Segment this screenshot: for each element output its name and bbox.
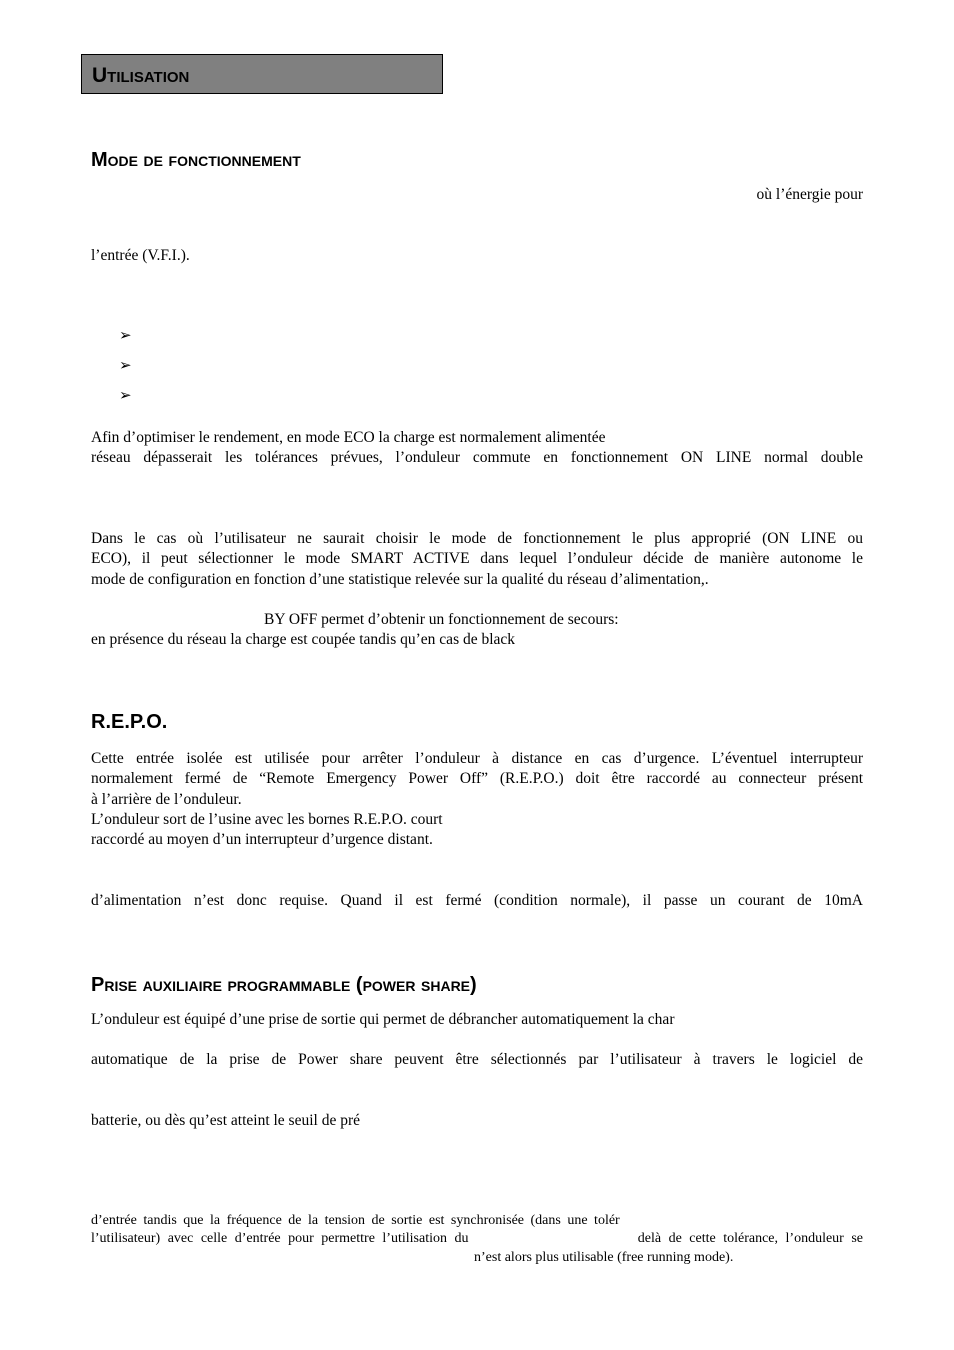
freq-line-3: n’est alors plus utilisable (free running mode). <box>474 1250 734 1265</box>
repo-line-3: à l’arrière de l’onduleur. <box>91 791 242 808</box>
bullet-arrow-icon: ➢ <box>119 356 132 374</box>
repo-line-5: raccordé au moyen d’un interrupteur d’urgence distant. <box>91 831 433 848</box>
repo-heading: R.E.P.O. <box>91 711 168 733</box>
power-share-heading: Prise auxiliaire programmable (power share) <box>91 974 477 996</box>
mode-heading: Mode de fonctionnement <box>91 149 301 171</box>
eco-line-2: réseau dépasserait les tolérances prévues, l’onduleur commute en fonctionnement ON LINE normal double <box>91 449 863 466</box>
mode-vfi-line: l’entrée (V.F.I.). <box>91 247 190 264</box>
standby-line-1: BY OFF permet d’obtenir un fonctionnement de secours: <box>264 611 619 628</box>
mode-line-right: où l’énergie pour <box>756 186 863 203</box>
freq-line-2b: delà de cette tolérance, l’onduleur se <box>637 1231 863 1246</box>
eco-line-1: Afin d’optimiser le rendement, en mode ECO la charge est normalement alimentée <box>91 429 606 446</box>
section-title: Utilisation <box>92 64 190 87</box>
freq-line-1: d’entrée tandis que la fréquence de la tension de sortie est synchronisée (dans une tolér <box>91 1213 620 1228</box>
smart-line-1: Dans le cas où l’utilisateur ne saurait choisir le mode de fonctionnement le plus approprié (ON LINE ou <box>91 530 863 547</box>
power-share-line-3: batterie, ou dès qu’est atteint le seuil de pré <box>91 1112 361 1129</box>
section-title-box <box>81 54 443 94</box>
repo-line-6: d’alimentation n’est donc requise. Quand il est fermé (condition normale), il passe un courant de 10mA <box>91 892 863 909</box>
smart-line-2: ECO), il peut sélectionner le mode SMART ACTIVE dans lequel l’onduleur décide de manière autonome le <box>91 550 863 567</box>
repo-line-2: normalement fermé de “Remote Emergency Power Off” (R.E.P.O.) doit être raccordé au connecteur présent <box>91 770 863 787</box>
bullet-arrow-icon: ➢ <box>119 326 132 344</box>
standby-line-2: en présence du réseau la charge est coupée tandis qu’en cas de black <box>91 631 516 648</box>
smart-line-3: mode de configuration en fonction d’une statistique relevée sur la qualité du réseau d’alimentation,. <box>91 571 709 588</box>
bullet-arrow-icon: ➢ <box>119 386 132 404</box>
repo-line-1: Cette entrée isolée est utilisée pour arrêter l’onduleur à distance en cas d’urgence. L’éventuel interrupteur <box>91 750 863 767</box>
repo-line-4: L’onduleur sort de l’usine avec les bornes R.E.P.O. court <box>91 811 443 828</box>
power-share-line-2: automatique de la prise de Power share peuvent être sélectionnés par l’utilisateur à travers le logiciel de <box>91 1051 863 1068</box>
freq-line-2a: l’utilisateur) avec celle d’entrée pour permettre l’utilisation du <box>91 1231 469 1246</box>
power-share-line-1: L’onduleur est équipé d’une prise de sortie qui permet de débrancher automatiquement la char <box>91 1011 675 1028</box>
